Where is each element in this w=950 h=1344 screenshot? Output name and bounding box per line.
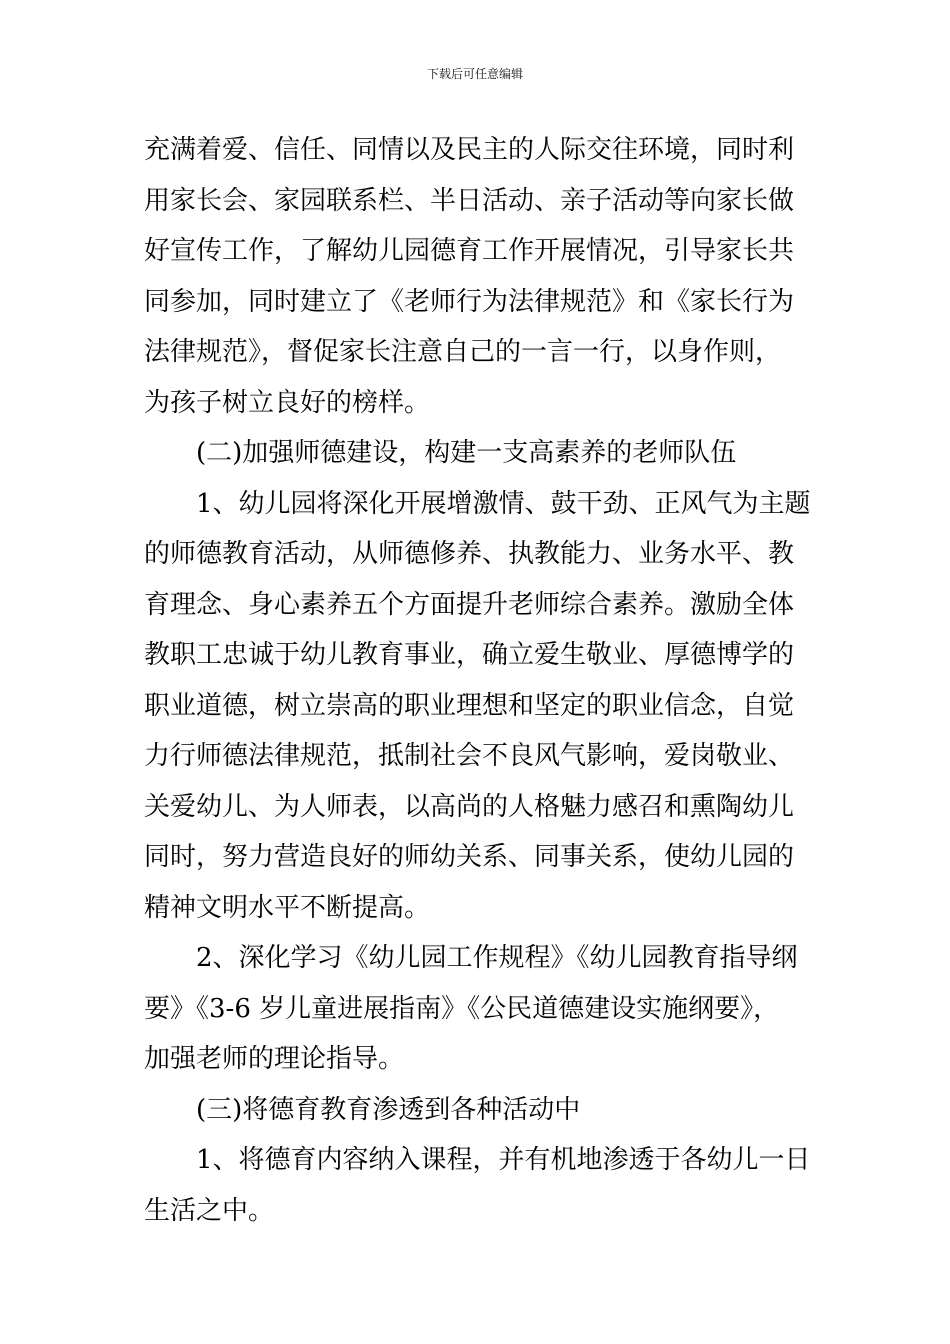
section-heading-2: (二)加强师德建设，构建一支高素养的老师队伍	[196, 438, 737, 468]
text-line-11: 教职工忠诚于幼儿教育事业，确立爱生敬业、厚德博学的	[144, 640, 795, 670]
section-heading-3: (三)将德育教育渗透到各种活动中	[196, 1094, 581, 1125]
text-line-21: 1、将德育内容纳入课程，并有机地渗透于各幼儿一日	[196, 1145, 811, 1175]
text-line-17: 2、深化学习《幼儿园工作规程》《幼儿园教育指导纲	[196, 943, 798, 973]
text-line-13: 力行师德法律规范，抵制社会不良风气影响，爱岗敬业、	[144, 741, 795, 771]
text-line-3: 好宣传工作，了解幼儿园德育工作开展情况，引导家长共	[144, 236, 795, 266]
text-line-19: 加强老师的理论指导。	[144, 1044, 405, 1074]
text-line-16: 精神文明水平不断提高。	[144, 892, 431, 923]
text-line-5: 法律规范》，督促家长注意自己的一言一行，以身作则，	[144, 337, 782, 367]
text-line-9: 的师德教育活动，从师德修养、执教能力、业务水平、教	[144, 539, 795, 569]
text-line-15: 同时，努力营造良好的师幼关系、同事关系，使幼儿园的	[144, 842, 795, 872]
text-line-12: 职业道德，树立崇高的职业理想和坚定的职业信念，自觉	[144, 690, 795, 721]
text-line-1: 充满着爱、信任、同情以及民主的人际交往环境，同时利	[144, 135, 795, 165]
text-line-22: 生活之中。	[144, 1195, 275, 1226]
text-line-8: 1、幼儿园将深化开展增激情、鼓干劲、正风气为主题	[196, 488, 811, 519]
text-line-18: 要》《3-6 岁儿童进展指南》《公民道德建设实施纲要》，	[144, 993, 780, 1024]
text-line-6: 为孩子树立良好的榜样。	[144, 387, 431, 418]
text-line-2: 用家长会、家园联系栏、半日活动、亲子活动等向家长做	[144, 185, 795, 216]
text-line-10: 育理念、身心素养五个方面提升老师综合素养。激励全体	[144, 589, 795, 620]
text-line-14: 关爱幼儿、为人师表，以高尚的人格魅力感召和熏陶幼儿	[144, 791, 795, 822]
body-text	[144, 125, 811, 1236]
text-line-4: 同参加，同时建立了《老师行为法律规范》和《家长行为	[144, 286, 795, 317]
header-note: 下载后可任意编辑	[426, 67, 523, 81]
